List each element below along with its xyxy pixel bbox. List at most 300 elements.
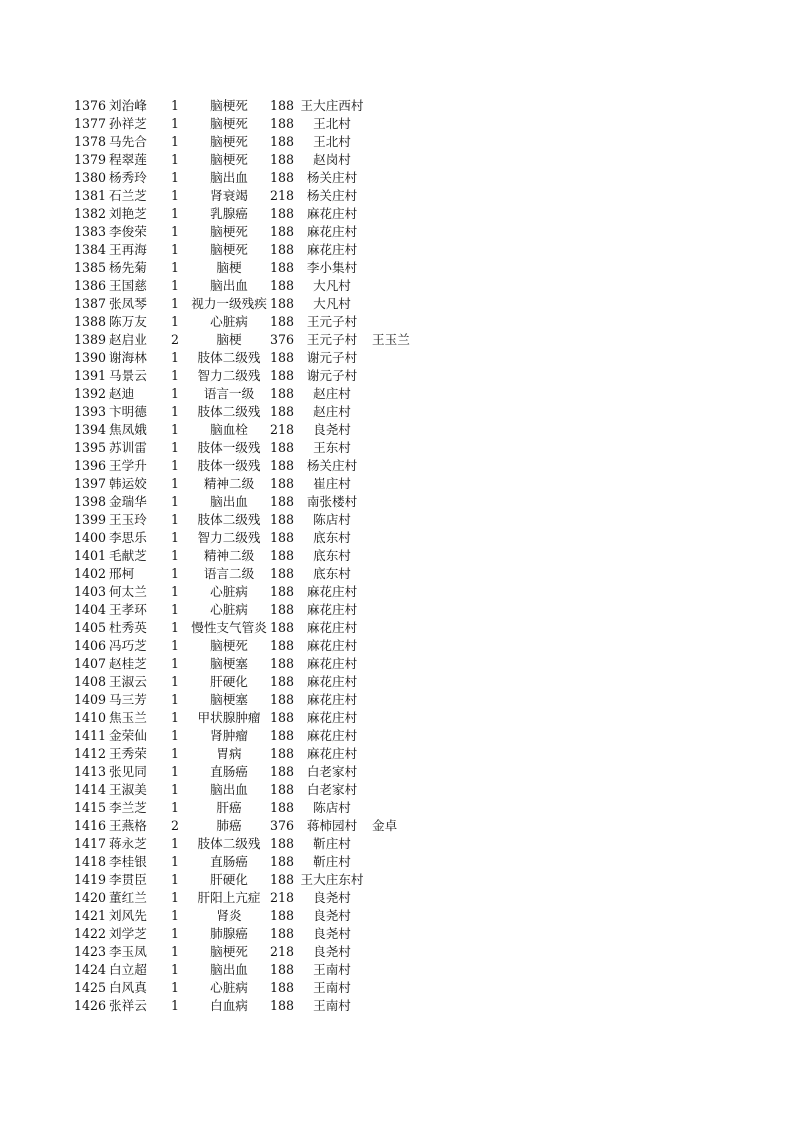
condition: 慢性支气管炎 [191, 620, 267, 635]
village: 大凡村 [313, 278, 351, 293]
village: 麻花庄村 [306, 710, 358, 725]
record-id: 1417 [74, 836, 107, 851]
person-name: 赵迪 [109, 386, 135, 401]
village: 王东村 [313, 440, 351, 455]
person-count: 1 [170, 116, 179, 131]
person-count: 1 [170, 296, 179, 311]
condition: 脑出血 [210, 962, 248, 977]
condition: 肢体二级残 [197, 836, 261, 851]
person-count: 1 [170, 710, 179, 725]
condition: 肾炎 [216, 908, 242, 923]
condition: 直肠癌 [210, 854, 248, 869]
condition: 智力二级残 [197, 530, 261, 545]
amount: 218 [270, 188, 295, 203]
record-id: 1407 [74, 656, 107, 671]
amount: 188 [270, 476, 295, 491]
amount: 188 [270, 242, 295, 257]
record-id: 1386 [74, 278, 107, 293]
amount: 188 [270, 908, 295, 923]
village: 麻花庄村 [306, 656, 358, 671]
condition: 肺癌 [216, 818, 242, 833]
condition: 乳腺癌 [210, 206, 248, 221]
person-count: 1 [170, 692, 179, 707]
person-count: 1 [170, 566, 179, 581]
amount: 188 [270, 962, 295, 977]
amount: 188 [270, 548, 295, 563]
amount: 188 [270, 314, 295, 329]
village: 麻花庄村 [306, 746, 358, 761]
amount: 376 [270, 332, 295, 347]
person-name: 王学升 [109, 458, 147, 473]
amount: 188 [270, 836, 295, 851]
condition: 肝阳上亢症 [197, 890, 261, 905]
record-id: 1422 [74, 926, 107, 941]
condition: 脑梗死 [210, 116, 248, 131]
person-name: 杨先菊 [109, 260, 147, 275]
person-name: 石兰芝 [109, 188, 147, 203]
amount: 376 [270, 818, 295, 833]
amount: 188 [270, 98, 295, 113]
village: 麻花庄村 [306, 638, 358, 653]
table-row [74, 97, 434, 115]
person-name: 白立超 [109, 962, 147, 977]
condition: 白血病 [210, 998, 248, 1013]
village: 陈店村 [313, 800, 351, 815]
person-name: 董红兰 [109, 890, 147, 905]
village: 杨关庄村 [306, 458, 358, 473]
condition: 脑梗死 [210, 98, 248, 113]
table-row [74, 205, 434, 223]
village: 王北村 [313, 116, 351, 131]
village: 陈店村 [313, 512, 351, 527]
person-count: 1 [170, 926, 179, 941]
table-row [74, 331, 434, 349]
person-count: 1 [170, 980, 179, 995]
record-id: 1416 [74, 818, 107, 833]
condition: 肝硬化 [210, 674, 248, 689]
person-count: 1 [170, 746, 179, 761]
table-row [74, 835, 434, 853]
person-name: 李玉凤 [109, 944, 147, 959]
person-name: 李桂银 [109, 854, 147, 869]
person-name: 金荣仙 [109, 728, 147, 743]
village: 王南村 [313, 962, 351, 977]
record-id: 1405 [74, 620, 107, 635]
table-row [74, 223, 434, 241]
person-name: 刘治峰 [109, 98, 147, 113]
village: 麻花庄村 [306, 692, 358, 707]
person-count: 1 [170, 998, 179, 1013]
person-count: 1 [170, 638, 179, 653]
person-name: 孙祥芝 [109, 116, 147, 131]
village: 王南村 [313, 998, 351, 1013]
village: 南张楼村 [306, 494, 358, 509]
person-name: 赵启业 [109, 332, 147, 347]
table-row [74, 673, 434, 691]
condition: 视力一级残疾 [191, 296, 267, 311]
table-row [74, 961, 434, 979]
record-id: 1403 [74, 584, 107, 599]
village: 赵庄村 [313, 404, 351, 419]
person-name: 王玉玲 [109, 512, 147, 527]
person-count: 1 [170, 962, 179, 977]
village: 王南村 [313, 980, 351, 995]
amount: 188 [270, 494, 295, 509]
village: 谢元子村 [306, 350, 358, 365]
record-id: 1409 [74, 692, 107, 707]
record-id: 1421 [74, 908, 107, 923]
record-id: 1390 [74, 350, 107, 365]
person-name: 马三芳 [109, 692, 147, 707]
amount: 188 [270, 764, 295, 779]
amount: 188 [270, 440, 295, 455]
record-id: 1384 [74, 242, 107, 257]
amount: 218 [270, 944, 295, 959]
amount: 188 [270, 782, 295, 797]
record-id: 1392 [74, 386, 107, 401]
condition: 精神二级 [203, 548, 255, 563]
table-row [74, 727, 434, 745]
table-row [74, 763, 434, 781]
person-name: 苏训雷 [109, 440, 147, 455]
additional-name: 金卓 [372, 818, 398, 833]
person-name: 金瑞华 [109, 494, 147, 509]
amount: 188 [270, 728, 295, 743]
table-row [74, 619, 434, 637]
condition: 脑出血 [210, 782, 248, 797]
village: 杨关庄村 [306, 170, 358, 185]
table-row [74, 133, 434, 151]
table-row [74, 745, 434, 763]
table-row [74, 583, 434, 601]
person-name: 王燕格 [109, 818, 147, 833]
person-count: 1 [170, 224, 179, 239]
village: 赵庄村 [313, 386, 351, 401]
person-name: 程翠莲 [109, 152, 147, 167]
village: 白老家村 [306, 782, 358, 797]
table-row [74, 907, 434, 925]
condition: 肢体一级残 [197, 458, 261, 473]
table-row [74, 889, 434, 907]
condition: 脑梗死 [210, 242, 248, 257]
table-row [74, 871, 434, 889]
record-id: 1382 [74, 206, 107, 221]
record-id: 1402 [74, 566, 107, 581]
person-name: 焦凤娥 [109, 422, 147, 437]
record-id: 1380 [74, 170, 107, 185]
table-row [74, 691, 434, 709]
amount: 188 [270, 566, 295, 581]
person-count: 1 [170, 584, 179, 599]
person-count: 1 [170, 494, 179, 509]
person-name: 杜秀英 [109, 620, 147, 635]
person-count: 1 [170, 350, 179, 365]
condition: 心脏病 [210, 602, 248, 617]
person-count: 1 [170, 98, 179, 113]
amount: 188 [270, 404, 295, 419]
table-row [74, 817, 434, 835]
record-id: 1412 [74, 746, 107, 761]
condition: 精神二级 [203, 476, 255, 491]
record-id: 1424 [74, 962, 107, 977]
condition: 心脏病 [210, 314, 248, 329]
village: 麻花庄村 [306, 602, 358, 617]
village: 王北村 [313, 134, 351, 149]
person-name: 李俊荣 [109, 224, 147, 239]
amount: 188 [270, 368, 295, 383]
amount: 188 [270, 602, 295, 617]
village: 良尧村 [313, 944, 351, 959]
record-id: 1393 [74, 404, 107, 419]
record-id: 1398 [74, 494, 107, 509]
record-id: 1383 [74, 224, 107, 239]
record-id: 1419 [74, 872, 107, 887]
village: 蒋柿园村 [306, 818, 358, 833]
amount: 188 [270, 260, 295, 275]
person-count: 1 [170, 620, 179, 635]
person-name: 马先合 [109, 134, 147, 149]
amount: 218 [270, 890, 295, 905]
condition: 脑梗塞 [210, 692, 248, 707]
record-id: 1377 [74, 116, 107, 131]
person-count: 1 [170, 728, 179, 743]
person-count: 1 [170, 836, 179, 851]
amount: 188 [270, 656, 295, 671]
condition: 脑出血 [210, 278, 248, 293]
person-count: 1 [170, 422, 179, 437]
record-id: 1408 [74, 674, 107, 689]
record-id: 1423 [74, 944, 107, 959]
person-count: 1 [170, 548, 179, 563]
person-name: 冯巧芝 [109, 638, 147, 653]
condition: 肾肿瘤 [210, 728, 248, 743]
person-count: 1 [170, 170, 179, 185]
person-name: 杨秀玲 [109, 170, 147, 185]
amount: 188 [270, 386, 295, 401]
table-row [74, 475, 434, 493]
person-count: 1 [170, 242, 179, 257]
amount: 188 [270, 296, 295, 311]
condition: 智力二级残 [197, 368, 261, 383]
condition: 肝硬化 [210, 872, 248, 887]
record-id: 1418 [74, 854, 107, 869]
village: 王元子村 [306, 314, 358, 329]
person-name: 何太兰 [109, 584, 147, 599]
condition: 脑梗死 [210, 224, 248, 239]
person-name: 白风真 [109, 980, 147, 995]
person-count: 1 [170, 260, 179, 275]
village: 底东村 [313, 530, 351, 545]
village: 王大庄东村 [300, 872, 364, 887]
table-row [74, 277, 434, 295]
table-row [74, 781, 434, 799]
table-row [74, 151, 434, 169]
amount: 188 [270, 458, 295, 473]
condition: 脑梗 [216, 260, 242, 275]
table-row [74, 295, 434, 313]
person-name: 陈万友 [109, 314, 147, 329]
person-name: 韩运姣 [109, 476, 147, 491]
person-name: 焦玉兰 [109, 710, 147, 725]
record-id: 1379 [74, 152, 107, 167]
record-id: 1391 [74, 368, 107, 383]
table-row [74, 385, 434, 403]
table-row [74, 439, 434, 457]
village: 靳庄村 [313, 836, 351, 851]
condition: 肾衰竭 [210, 188, 248, 203]
amount: 188 [270, 692, 295, 707]
amount: 188 [270, 800, 295, 815]
amount: 188 [270, 620, 295, 635]
amount: 188 [270, 350, 295, 365]
person-count: 1 [170, 872, 179, 887]
record-id: 1410 [74, 710, 107, 725]
person-count: 1 [170, 476, 179, 491]
amount: 188 [270, 206, 295, 221]
person-name: 卞明德 [109, 404, 147, 419]
amount: 188 [270, 854, 295, 869]
record-id: 1387 [74, 296, 107, 311]
village: 靳庄村 [313, 854, 351, 869]
person-count: 1 [170, 440, 179, 455]
table-row [74, 403, 434, 421]
condition: 肢体一级残 [197, 440, 261, 455]
amount: 188 [270, 926, 295, 941]
table-row [74, 601, 434, 619]
table-row [74, 115, 434, 133]
record-id: 1385 [74, 260, 107, 275]
village: 谢元子村 [306, 368, 358, 383]
amount: 188 [270, 530, 295, 545]
table-row [74, 493, 434, 511]
condition: 肝癌 [216, 800, 242, 815]
condition: 甲状腺肿瘤 [197, 710, 261, 725]
person-name: 张祥云 [109, 998, 147, 1013]
table-row [74, 997, 434, 1015]
amount: 188 [270, 998, 295, 1013]
person-count: 1 [170, 944, 179, 959]
person-count: 1 [170, 512, 179, 527]
village: 良尧村 [313, 890, 351, 905]
record-id: 1401 [74, 548, 107, 563]
table-row [74, 709, 434, 727]
person-count: 2 [170, 818, 179, 833]
table-row [74, 925, 434, 943]
table-row [74, 853, 434, 871]
person-count: 1 [170, 458, 179, 473]
condition: 脑梗死 [210, 152, 248, 167]
person-count: 1 [170, 764, 179, 779]
person-count: 1 [170, 278, 179, 293]
amount: 188 [270, 872, 295, 887]
person-count: 1 [170, 656, 179, 671]
record-id: 1414 [74, 782, 107, 797]
table-row [74, 529, 434, 547]
person-name: 刘风先 [109, 908, 147, 923]
person-count: 1 [170, 674, 179, 689]
village: 良尧村 [313, 422, 351, 437]
record-id: 1426 [74, 998, 107, 1013]
condition: 脑梗死 [210, 638, 248, 653]
condition: 脑梗死 [210, 134, 248, 149]
condition: 肢体二级残 [197, 512, 261, 527]
person-name: 谢海林 [109, 350, 147, 365]
table-row [74, 367, 434, 385]
amount: 188 [270, 674, 295, 689]
village: 良尧村 [313, 908, 351, 923]
amount: 188 [270, 638, 295, 653]
amount: 218 [270, 422, 295, 437]
person-count: 1 [170, 854, 179, 869]
additional-name: 王玉兰 [372, 332, 410, 347]
record-id: 1396 [74, 458, 107, 473]
table-row [74, 241, 434, 259]
village: 赵岗村 [313, 152, 351, 167]
condition: 胃病 [216, 746, 242, 761]
record-id: 1425 [74, 980, 107, 995]
person-count: 1 [170, 314, 179, 329]
person-name: 王孝环 [109, 602, 147, 617]
amount: 188 [270, 710, 295, 725]
person-count: 1 [170, 890, 179, 905]
person-count: 2 [170, 332, 179, 347]
record-id: 1406 [74, 638, 107, 653]
person-count: 1 [170, 134, 179, 149]
person-name: 蒋永芝 [109, 836, 147, 851]
village: 麻花庄村 [306, 620, 358, 635]
record-id: 1395 [74, 440, 107, 455]
village: 良尧村 [313, 926, 351, 941]
person-name: 王国慈 [109, 278, 147, 293]
person-count: 1 [170, 800, 179, 815]
table-row [74, 511, 434, 529]
table-row [74, 547, 434, 565]
table-row [74, 313, 434, 331]
condition: 肢体二级残 [197, 350, 261, 365]
table-row [74, 169, 434, 187]
person-count: 1 [170, 386, 179, 401]
record-id: 1388 [74, 314, 107, 329]
table-row [74, 457, 434, 475]
person-count: 1 [170, 602, 179, 617]
person-name: 马景云 [109, 368, 147, 383]
person-name: 张见同 [109, 764, 147, 779]
record-id: 1378 [74, 134, 107, 149]
table-row [74, 979, 434, 997]
person-name: 李兰芝 [109, 800, 147, 815]
record-id: 1381 [74, 188, 107, 203]
person-count: 1 [170, 908, 179, 923]
condition: 肢体二级残 [197, 404, 261, 419]
condition: 心脏病 [210, 584, 248, 599]
record-id: 1404 [74, 602, 107, 617]
table-row [74, 637, 434, 655]
condition: 脑出血 [210, 170, 248, 185]
amount: 188 [270, 170, 295, 185]
person-name: 刘学芝 [109, 926, 147, 941]
condition: 脑出血 [210, 494, 248, 509]
person-name: 王再海 [109, 242, 147, 257]
condition: 脑梗 [216, 332, 242, 347]
village: 麻花庄村 [306, 584, 358, 599]
record-id: 1399 [74, 512, 107, 527]
person-name: 王秀荣 [109, 746, 147, 761]
amount: 188 [270, 746, 295, 761]
person-name: 李贯臣 [109, 872, 147, 887]
village: 麻花庄村 [306, 674, 358, 689]
condition: 肺腺癌 [210, 926, 248, 941]
person-name: 李思乐 [109, 530, 147, 545]
